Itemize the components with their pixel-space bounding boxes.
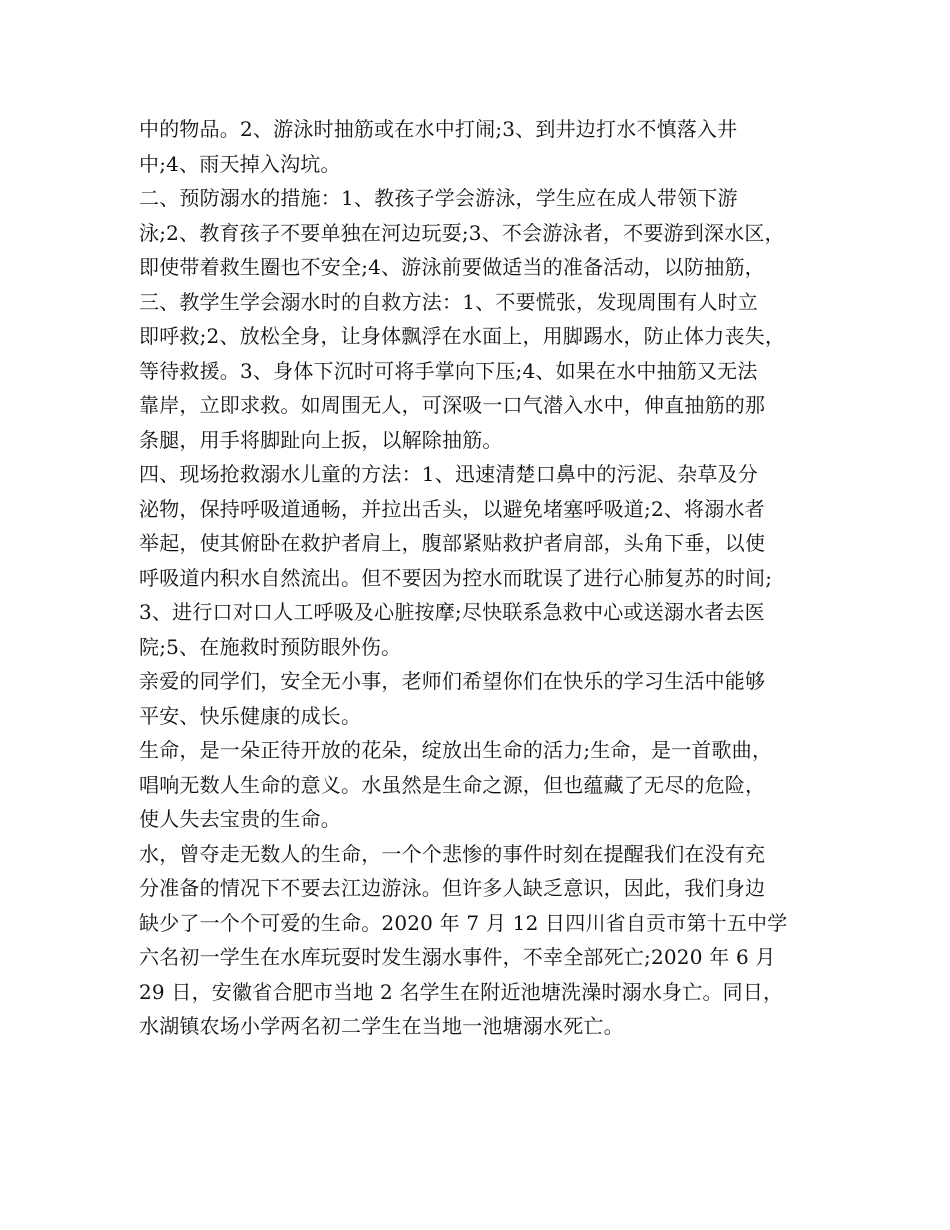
text-line: 呼吸道内积水自然流出。但不要因为控水而耽误了进行心肺复苏的时间; — [139, 565, 773, 590]
text-line: 水湖镇农场小学两名初二学生在当地一池塘溺水死亡。 — [139, 1014, 624, 1038]
text-line: 分准备的情况下不要去江边游泳。但许多人缺乏意识，因此，我们身边 — [139, 876, 766, 900]
text-line: 使人失去宝贵的生命。 — [139, 807, 341, 831]
text-line: 六名初一学生在水库玩耍时发生溺水事件，不幸全部死亡;2020 年 6 月 — [139, 945, 776, 969]
text-line: 缺少了一个个可爱的生命。2020 年 7 月 12 日四川省自贡市第十五中学 — [139, 910, 788, 935]
text-line: 即呼救;2、放松全身，让身体飘浮在水面上，用脚踢水，防止体力丧失， — [139, 324, 786, 348]
text-line: 生命，是一朵正待开放的花朵，绽放出生命的活力;生命，是一首歌曲， — [139, 738, 773, 762]
text-line: 二、预防溺水的措施：1、教孩子学会游泳，学生应在成人带领下游 — [139, 186, 738, 210]
text-line: 亲爱的同学们，安全无小事，老师们希望你们在快乐的学习生活中能够 — [139, 669, 766, 693]
text-line: 水，曾夺走无数人的生命，一个个悲惨的事件时刻在提醒我们在没有充 — [139, 841, 766, 866]
text-line: 泌物，保持呼吸道通畅，并拉出舌头，以避免堵塞呼吸道;2、将溺水者 — [139, 496, 765, 521]
text-line: 中的物品。2、游泳时抽筋或在水中打闹;3、到井边打水不慎落入井 — [139, 117, 738, 141]
text-line: 举起，使其俯卧在救护者肩上，腹部紧贴救护者肩部，头角下垂，以使 — [139, 531, 766, 555]
text-line: 等待救援。3、身体下沉时可将手掌向下压;4、如果在水中抽筋又无法 — [139, 358, 758, 383]
text-line: 三、教学生学会溺水时的自救方法：1、不要慌张，发现周围有人时立 — [139, 289, 758, 314]
text-line: 条腿，用手将脚趾向上扳，以解除抽筋。 — [139, 427, 503, 452]
text-line: 四、现场抢救溺水儿童的方法：1、迅速清楚口鼻中的污泥、杂草及分 — [139, 462, 758, 486]
text-line: 29 日，安徽省合肥市当地 2 名学生在附近池塘洗澡时溺水身亡。同日， — [139, 979, 784, 1004]
document-body — [139, 112, 839, 1044]
text-line: 靠岸，立即求救。如周围无人，可深吸一口气潜入水中，伸直抽筋的那 — [139, 393, 766, 417]
text-line: 平安、快乐健康的成长。 — [139, 703, 362, 728]
text-line: 院;5、在施救时预防眼外伤。 — [139, 634, 402, 659]
text-line: 中;4、雨天掉入沟坑。 — [139, 151, 341, 176]
text-line: 即使带着救生圈也不安全;4、游泳前要做适当的准备活动，以防抽筋， — [139, 255, 765, 279]
text-line: 泳;2、教育孩子不要单独在河边玩耍;3、不会游泳者，不要游到深水区， — [139, 220, 785, 245]
text-line: 3、进行口对口人工呼吸及心脏按摩;尽快联系急救中心或送溺水者去医 — [139, 600, 765, 624]
text-line: 唱响无数人生命的意义。水虽然是生命之源，但也蕴藏了无尽的危险， — [139, 772, 766, 797]
